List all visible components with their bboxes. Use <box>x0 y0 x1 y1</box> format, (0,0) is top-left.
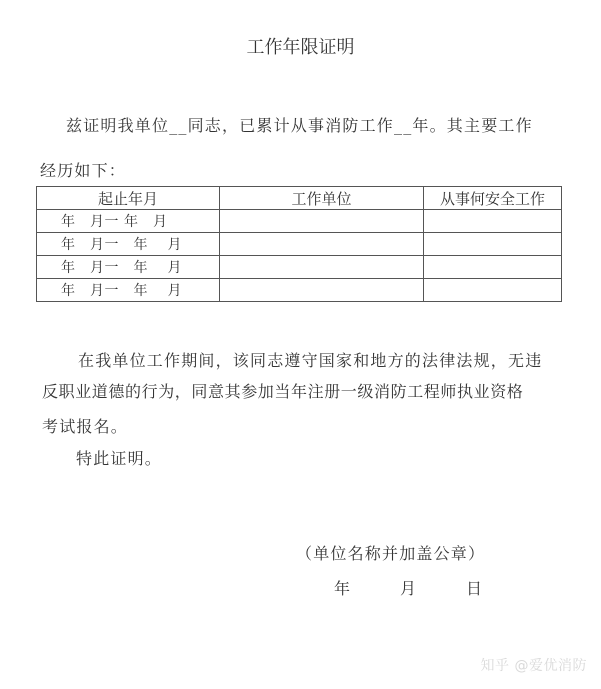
safety-work-cell <box>424 233 562 256</box>
period-cell: 年 月一 年 月 <box>37 279 220 302</box>
safety-work-cell <box>424 210 562 233</box>
seal-note: （单位名称并加盖公章） <box>296 544 486 563</box>
header-period: 起止年月 <box>37 187 220 210</box>
table-row <box>37 256 562 279</box>
body-line-3: 考试报名。 <box>42 417 129 436</box>
closing-text: 特此证明。 <box>76 449 163 468</box>
document-title: 工作年限证明 <box>246 37 355 58</box>
intro-line-1: 兹证明我单位__同志，已累计从事消防工作__年。其主要工作 <box>66 116 533 135</box>
table-header-row <box>37 187 562 210</box>
period-cell: 年 月一 年 月 <box>37 210 220 233</box>
employer-cell <box>220 279 424 302</box>
header-employer: 工作单位 <box>220 187 424 210</box>
body-line-1: 在我单位工作期间，该同志遵守国家和地方的法律法规，无违 <box>78 351 543 370</box>
employer-cell <box>220 256 424 279</box>
table-row <box>37 210 562 233</box>
period-cell: 年 月一 年 月 <box>37 233 220 256</box>
employer-cell <box>220 233 424 256</box>
period-cell: 年 月一 年 月 <box>37 256 220 279</box>
work-history-table <box>36 186 562 302</box>
safety-work-cell <box>424 256 562 279</box>
table-row <box>37 279 562 302</box>
employer-cell <box>220 210 424 233</box>
header-safety-work: 从事何安全工作 <box>424 187 562 210</box>
table-row <box>37 233 562 256</box>
body-line-2: 反职业道德的行为，同意其参加当年注册一级消防工程师执业资格 <box>42 382 524 401</box>
zhihu-watermark: 知乎 @爱优消防 <box>480 658 587 674</box>
intro-line-2: 经历如下： <box>40 161 127 180</box>
safety-work-cell <box>424 279 562 302</box>
date-line: 年 月 日 <box>334 579 489 598</box>
